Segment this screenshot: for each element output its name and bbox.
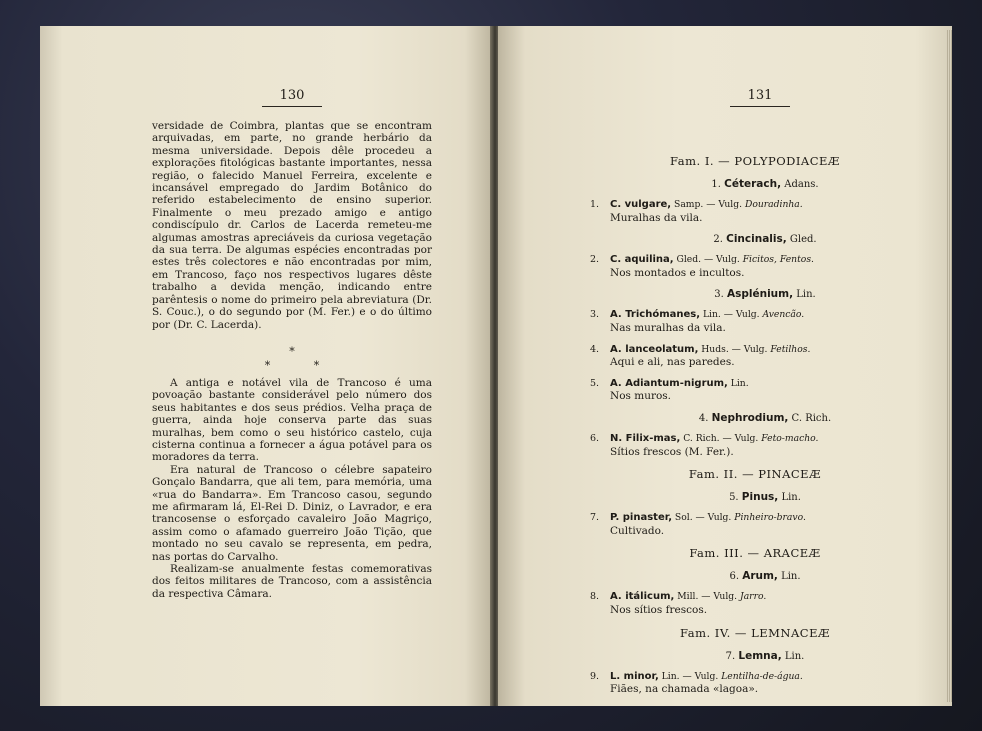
genus-heading — [630, 178, 900, 190]
species-entry — [590, 591, 900, 616]
genus-author: Lin. — [793, 289, 816, 301]
species-habitat: Cultivado. — [610, 524, 665, 537]
species-name-line — [610, 344, 900, 357]
species-habitat: Nos sítios frescos. — [610, 603, 708, 616]
genus-name: Pinus, — [741, 491, 779, 504]
species-authority: Lin. — Vulg. — [658, 670, 722, 682]
genus-name: Nephrodium, — [711, 411, 789, 424]
paragraph: A antiga e notável vila de Trancoso é uma povoação bastante considerável pelo número dos seus habitantes e dos seus prédios. Velha praça de guerra, ainda hoje conserva parte das suas muralhas, bem como o seu histórico castelo, cuja cisterna continua a fornecer a água potável para os moradores da terra. — [152, 376, 432, 464]
species-number: 7. — [590, 512, 600, 524]
species-name: A. Trichómanes, — [610, 309, 701, 321]
species-name: N. Filix-mas, — [610, 432, 681, 444]
paragraph: versidade de Coimbra, plantas que se encontram arquivadas, em parte, no grande herbário da mesma universidade. Depois dêle procedeu a explorações fitológicas bastante importantes, nessa região, o falecido Manuel Ferreira, excelente e incansável empregado do Jardim Botânico do referido estabelecimento de ensino superior. Finalmente o meu prezado amigo e antigo condiscípulo dr. Carlos de Lacerda remeteu-me algumas amostras apreciáveis da curiosa vegetação da sua terra. De algumas espécies encontradas por estes três colectores e não encontradas por mim, em Trancoso, faço nos respectivos lugares dêste trabalho a devida menção, indicando entre parêntesis o nome do primeiro pela abreviatura (Dr. S. Couc.), o do segundo por (M. Fer.) e o do último por (Dr. C. Lacerda). — [152, 120, 432, 331]
species-entry — [590, 344, 900, 369]
species-habitat: Sítios frescos (M. Fer.). — [610, 445, 734, 458]
genus-name: Arum, — [742, 570, 778, 583]
vernacular-name: Lentilha-de-água. — [721, 670, 803, 682]
species-name: C. aquilina, — [610, 254, 674, 266]
family-heading: Fam. I. — POLYPODIACEÆ — [670, 154, 840, 168]
species-list — [590, 154, 900, 705]
vernacular-name: Feto-macho. — [761, 432, 819, 444]
species-number: 8. — [590, 591, 600, 603]
genus-heading — [630, 650, 900, 662]
species-authority: Lin. — Vulg. — [700, 309, 763, 321]
vernacular-name: Ficitos, Fentos. — [742, 254, 814, 266]
body-text — [152, 120, 432, 600]
genus-number: 3. — [714, 289, 727, 301]
species-authority: Lin. — [727, 377, 749, 389]
species-number: 2. — [590, 254, 600, 266]
species-entry — [590, 433, 900, 458]
species-body — [610, 344, 900, 369]
species-authority: Samp. — Vulg. — [671, 199, 745, 210]
paragraph: Era natural de Trancoso o célebre sapateiro Gonçalo Bandarra, que ali tem, para memória, uma «rua do Bandarra». Em Trancoso casou, segundo me afirmaram lá, El-Rei D. Diniz, o Lavrador, e era trancosense o esforçado cavaleiro João Magriço, assim como o afamado guerreiro João Tição, que montado no seu cavalo se representa, em pedra, nas portas do Carvalho. — [152, 463, 432, 563]
genus-heading — [630, 491, 900, 503]
species-number: 1. — [590, 199, 600, 210]
vernacular-name: Fetilhos. — [770, 343, 811, 355]
species-name: A. lanceolatum, — [610, 343, 699, 355]
species-number: 9. — [590, 670, 600, 682]
genus-name: Lemna, — [738, 649, 782, 662]
species-body — [610, 378, 900, 403]
species-habitat: Nas muralhas da vila. — [610, 321, 726, 334]
vernacular-name: Avencão. — [762, 309, 805, 321]
species-name: P. pinaster, — [610, 512, 673, 524]
species-name-line — [610, 309, 900, 322]
left-page — [40, 26, 492, 706]
page-edges — [946, 30, 952, 702]
species-number: 5. — [590, 377, 600, 389]
species-entry — [590, 671, 900, 696]
species-authority: C. Rich. — Vulg. — [680, 432, 762, 444]
species-habitat: Nos montados e incultos. — [610, 266, 745, 279]
species-name-line — [610, 671, 900, 684]
species-name-line — [610, 433, 900, 446]
species-habitat: Aqui e ali, nas paredes. — [610, 356, 735, 369]
genus-author: Lin. — [777, 571, 801, 583]
vernacular-name: Douradinha. — [744, 199, 803, 210]
section-separator: * * * — [264, 344, 340, 372]
species-body — [610, 512, 900, 537]
open-book — [40, 26, 952, 706]
genus-author: Lin. — [781, 650, 805, 662]
species-authority: Huds. — Vulg. — [698, 343, 771, 355]
species-body — [610, 591, 900, 616]
species-name-line — [610, 378, 900, 391]
species-body — [610, 433, 900, 458]
genus-name: Asplénium, — [727, 288, 794, 301]
species-body — [610, 309, 900, 334]
genus-heading — [630, 233, 900, 245]
vernacular-name: Jarro. — [740, 591, 767, 603]
family-heading: Fam. IV. — LEMNACEÆ — [680, 625, 830, 640]
genus-author: Lin. — [778, 492, 801, 504]
species-name-line — [610, 254, 900, 267]
family-heading: Fam. III. — ARACEÆ — [689, 546, 821, 561]
genus-author: Adans. — [781, 179, 819, 190]
species-authority: Sol. — Vulg. — [672, 512, 735, 524]
genus-name: Céterach, — [724, 178, 782, 190]
genus-heading — [630, 288, 900, 300]
species-entry — [590, 378, 900, 403]
species-habitat: Fiães, na chamada «lagoa». — [610, 683, 759, 696]
genus-author: C. Rich. — [788, 412, 832, 424]
genus-heading — [630, 412, 900, 424]
genus-number: 7. — [725, 650, 739, 662]
species-name: A. Adiantum-nigrum, — [610, 377, 728, 389]
species-number: 4. — [590, 343, 600, 355]
genus-number: 5. — [729, 492, 742, 504]
genus-number: 4. — [698, 412, 712, 424]
species-body — [610, 671, 900, 696]
species-number: 6. — [590, 432, 600, 444]
species-name-line — [610, 591, 900, 604]
species-entry — [590, 199, 900, 224]
species-body — [610, 254, 900, 279]
genus-number: 2. — [713, 234, 727, 246]
page-number: 131 — [730, 88, 790, 107]
right-page — [498, 26, 952, 706]
species-entry — [590, 254, 900, 279]
species-body — [610, 199, 900, 224]
species-authority: Gled. — Vulg. — [673, 254, 743, 266]
family-heading: Fam. II. — PINACEÆ — [688, 467, 822, 482]
genus-author: Gled. — [786, 234, 817, 246]
genus-number: 6. — [729, 571, 743, 583]
species-name: L. minor, — [610, 670, 659, 682]
genus-name: Cincinalis, — [726, 233, 787, 246]
species-name: A. itálicum, — [610, 591, 675, 603]
species-entry — [590, 309, 900, 334]
species-name: C. vulgare, — [610, 199, 672, 210]
species-entry — [590, 512, 900, 537]
species-name-line — [610, 512, 900, 525]
page-number: 130 — [262, 88, 322, 107]
species-habitat: Muralhas da vila. — [610, 211, 703, 224]
genus-number: 1. — [711, 179, 725, 190]
species-habitat: Nos muros. — [610, 390, 672, 403]
species-number: 3. — [590, 309, 600, 321]
vernacular-name: Pinheiro-bravo. — [734, 512, 806, 524]
species-name-line — [610, 199, 900, 212]
species-authority: Mill. — Vulg. — [674, 591, 741, 603]
genus-heading — [630, 570, 900, 582]
paragraph: Realizam-se anualmente festas comemorativas dos feitos militares de Trancoso, com a assistência da respectiva Câmara. — [152, 563, 432, 600]
